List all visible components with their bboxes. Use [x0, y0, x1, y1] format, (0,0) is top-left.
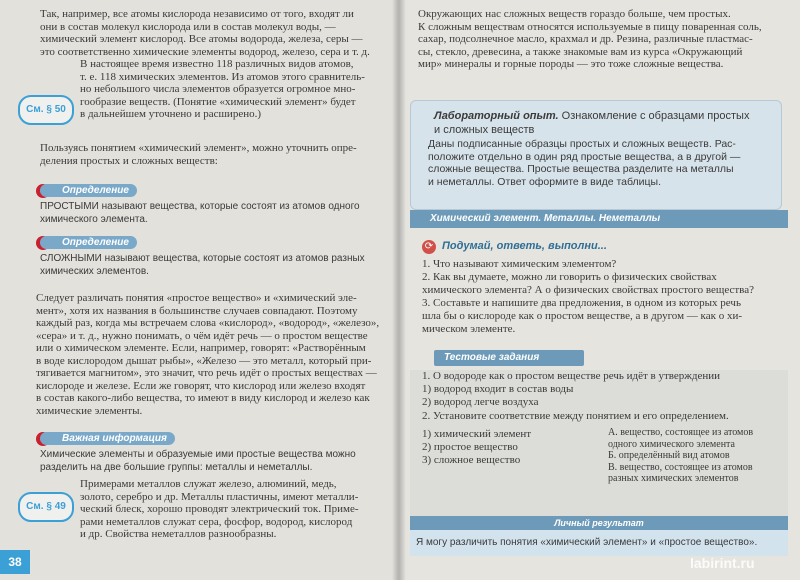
text-line: они в состав молекул кислорода или в состав молекул воды, — [40, 20, 336, 33]
text-line: Окружающих нас сложных веществ гораздо больше, чем простых. [418, 8, 731, 20]
text-line: сахар, подсолнечное масло, крахмал и др. Резина, различные пластмас- [418, 33, 753, 45]
definition-label: Определение [40, 236, 137, 249]
text-line: в воде кислородом дышат рыбы», «Железо — это металл, который при- [36, 354, 372, 367]
lab-title-line [434, 110, 749, 123]
test1-line: 2) водород легче воздуха [422, 396, 539, 408]
text-line: и др. Свойства неметаллов разнообразны. [80, 528, 277, 540]
lab-text: Даны подписанные образцы простых и сложных веществ. Рас- [428, 138, 736, 150]
test2-option: 2) простое вещество [422, 441, 518, 453]
question-line: химического элемента? А о физических свойствах простого вещества? [422, 284, 754, 296]
test2-option: 1) химический элемент [422, 428, 532, 440]
text-line: ческий блеск, хорошо проводят электрический ток. Приме- [80, 503, 359, 515]
text-line: кислороде и железе. Если же говорят, что кислород или железо входят [36, 379, 366, 392]
text-line: но небольшого числа элементов образуется огромное мно- [80, 83, 356, 95]
question-line: 3. Составьте и напишите два предложения, в одном из которых речь [422, 297, 741, 309]
lab-title: Лабораторный опыт. [434, 110, 559, 122]
test2-definition: Б. определённый вид атомов [608, 450, 730, 461]
question-line: 1. Что называют химическим элементом? [422, 258, 617, 270]
text-line: химический элемент кислород. Все атомы водорода, железа, серы — [40, 33, 363, 45]
ref-label: См. § 50 [26, 104, 66, 115]
result-text: Я могу различить понятия «химический элемент» и «простое вещество». [416, 537, 758, 548]
lab-title-rest2: и сложных веществ [434, 124, 535, 136]
text-line: т. е. 118 химических элементов. Из атомов этого сравнитель- [80, 70, 365, 83]
question-line: мическом элементе. [422, 323, 516, 335]
text-line: В настоящее время известно 118 различных видов атомов, [80, 58, 354, 70]
text-line: мент», хотя их названия в большинстве случаев совпадают. Поэтому [36, 304, 358, 317]
important-info-label: Важная информация [40, 432, 175, 445]
text-line: Примерами металлов служат железо, алюминий, медь, [80, 478, 337, 490]
text-line: химические элементы. [36, 404, 143, 417]
definition-text: химического элемента. [40, 213, 148, 225]
think-label: Подумай, ответь, выполни... [442, 240, 607, 252]
see-paragraph-49-icon [18, 492, 74, 522]
text-line: гообразие веществ. (Понятие «химический элемент» будет [80, 95, 356, 108]
book-gutter [392, 0, 406, 580]
text-line: это соответственно химические элементы водород, железо, сера и т. д. [40, 45, 370, 58]
text-line: К сложным веществам относятся используемые в пищу поваренная соль, [418, 20, 762, 33]
cycle-icon: ⟳ [422, 240, 436, 254]
text-line: деления простых и сложных веществ: [40, 154, 218, 167]
definition-text: ПРОСТЫМИ называют вещества, которые состоят из атомов одного [40, 201, 360, 212]
text-line: «сера» и т. д., нужно понимать, о чём идёт речь — о простом веществе [36, 329, 368, 342]
right-page [398, 0, 800, 580]
text-line: Пользуясь понятием «химический элемент», можно уточнить опре- [40, 142, 357, 154]
definition-text: химических элементов. [40, 265, 149, 277]
text-line: каждый раз, когда мы встречаем слова «кислород», «водород», «железо», [36, 317, 380, 329]
test1-line: 1. О водороде как о простом веществе речь идёт в утверждении [422, 370, 721, 382]
important-text: разделить на две большие группы: металлы и неметаллы. [40, 461, 313, 473]
test-label: Тестовые задания [434, 350, 584, 366]
text-line: рами неметаллов служат сера, фосфор, водород, кислород [80, 515, 353, 528]
test2-question: 2. Установите соответствие между понятием и его определением. [422, 410, 729, 422]
text-line: или о химическом элементе. Если, например, говорят: «Растворённым [36, 342, 366, 354]
watermark: labirint.ru [690, 555, 755, 571]
text-line: мир» минералы и горные породы — это тоже сложные вещества. [418, 58, 724, 70]
definition-label: Определение [40, 184, 137, 197]
text-line: в состав какого-либо вещества, то имеют в виду кислород и железо как [36, 392, 370, 404]
test2-definition: разных химических элементов [608, 473, 739, 484]
test1-line: 1) водород входит в состав воды [422, 383, 574, 395]
lab-text: сложные вещества. Простые вещества разделите на металлы [428, 163, 734, 175]
text-line: тягивается магнитом», это значит, что речь идёт о простых веществах — [36, 367, 377, 379]
text-line: в дальнейшем уточнено и расширено.) [80, 108, 262, 120]
text-line: золото, серебро и др. Металлы пластичны, имеют металли- [80, 490, 359, 503]
text-line: сы, стекло, древесина, а также знакомые вам из курса «Окружающий [418, 45, 743, 58]
test2-definition: В. вещество, состоящее из атомов [608, 461, 753, 473]
text-line: Так, например, все атомы кислорода независимо от того, входят ли [40, 8, 354, 20]
test2-definition: одного химического элемента [608, 438, 735, 450]
lab-text: и неметаллы. Ответ оформите в виде таблицы. [428, 175, 662, 188]
question-line: шла бы о кислороде как о простом веществе, а в другом — как о хи- [422, 310, 743, 322]
definition-text: СЛОЖНЫМИ называют вещества, которые состоят из атомов разных [40, 253, 365, 264]
test2-definition: А. вещество, состоящее из атомов [608, 427, 754, 438]
section-band: Химический элемент. Металлы. Неметаллы [410, 210, 788, 228]
see-paragraph-50-icon [18, 95, 74, 125]
important-text: Химические элементы и образуемые ими простые вещества можно [40, 449, 356, 460]
result-band: Личный результат [410, 516, 788, 530]
text-line: Следует различать понятия «простое вещество» и «химический эле- [36, 292, 357, 304]
page-number: 38 [0, 550, 30, 574]
ref-label: См. § 49 [26, 501, 66, 512]
lab-text: положите отдельно в один ряд простые вещества, а в другой — [428, 150, 741, 163]
test2-option: 3) сложное вещество [422, 454, 521, 466]
left-page [0, 0, 398, 580]
lab-title-rest: Ознакомление с образцами простых [561, 110, 750, 122]
question-line: 2. Как вы думаете, можно ли говорить о физических свойствах [422, 271, 717, 283]
